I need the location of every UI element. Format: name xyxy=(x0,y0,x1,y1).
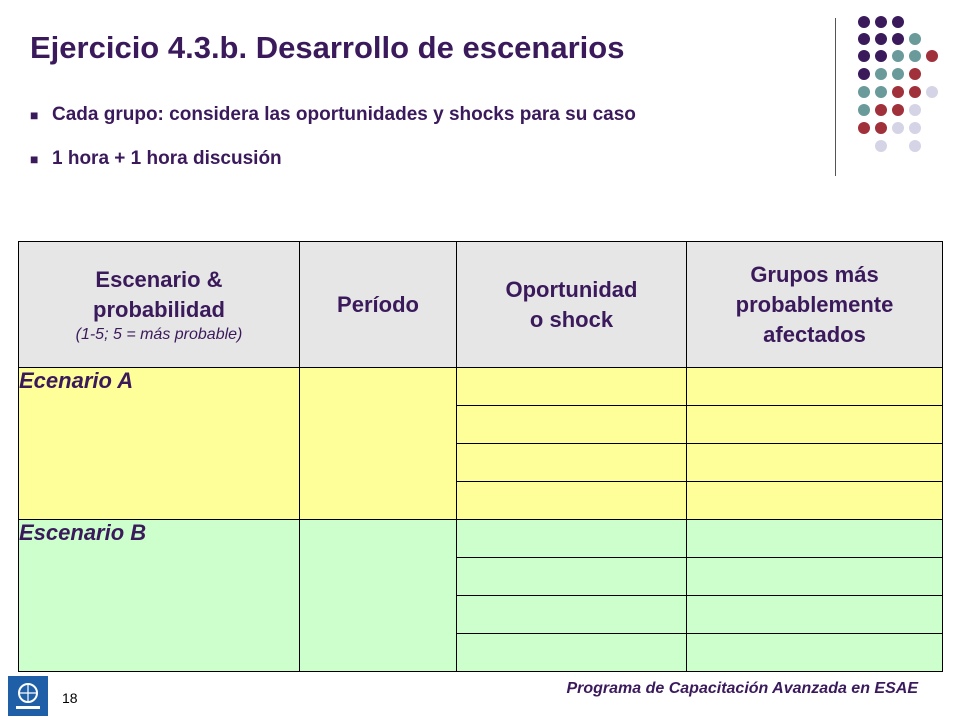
decorative-dots-icon xyxy=(0,0,960,180)
header-oportunidad: Oportunidad o shock xyxy=(457,242,687,368)
wfp-logo-icon xyxy=(8,676,48,716)
table-cell[interactable] xyxy=(687,634,943,672)
table-cell[interactable] xyxy=(457,558,687,596)
header-escenario: Escenario & probabilidad (1-5; 5 = más probable) xyxy=(19,242,300,368)
table-cell[interactable] xyxy=(687,482,943,520)
bullet-text: 1 hora + 1 hora discusión xyxy=(52,148,282,169)
table-cell[interactable] xyxy=(687,368,943,406)
table-cell[interactable] xyxy=(687,558,943,596)
scenario-b-label: Escenario B xyxy=(19,520,300,672)
scenario-b-period-cell[interactable] xyxy=(300,520,457,672)
table-cell[interactable] xyxy=(457,596,687,634)
scenario-a-label: Ecenario A xyxy=(19,368,300,520)
table-cell[interactable] xyxy=(457,406,687,444)
page-number: 18 xyxy=(62,690,78,706)
table-cell[interactable] xyxy=(687,444,943,482)
square-bullet-icon: ■ xyxy=(30,107,39,123)
table-row xyxy=(19,368,943,406)
table-cell[interactable] xyxy=(687,596,943,634)
table-cell[interactable] xyxy=(687,406,943,444)
table-cell[interactable] xyxy=(457,482,687,520)
slide-title: Ejercicio 4.3.b. Desarrollo de escenarios xyxy=(30,30,625,65)
table-cell[interactable] xyxy=(457,634,687,672)
header-escenario-subtitle: (1-5; 5 = más probable) xyxy=(75,325,243,343)
scenario-table xyxy=(18,241,943,672)
table-cell[interactable] xyxy=(457,520,687,558)
footer-text: Programa de Capacitación Avanzada en ESAE xyxy=(566,680,918,697)
table-cell[interactable] xyxy=(457,444,687,482)
header-periodo: Período xyxy=(300,242,457,368)
square-bullet-icon: ■ xyxy=(30,151,39,167)
bullet-text: Cada grupo: considera las oportunidades y shocks para su caso xyxy=(52,104,636,125)
table-cell[interactable] xyxy=(457,368,687,406)
table-header-row xyxy=(19,242,943,368)
header-grupos: Grupos más probablemente afectados xyxy=(687,242,943,368)
scenario-a-period-cell[interactable] xyxy=(300,368,457,520)
table-cell[interactable] xyxy=(687,520,943,558)
table-row xyxy=(19,520,943,558)
